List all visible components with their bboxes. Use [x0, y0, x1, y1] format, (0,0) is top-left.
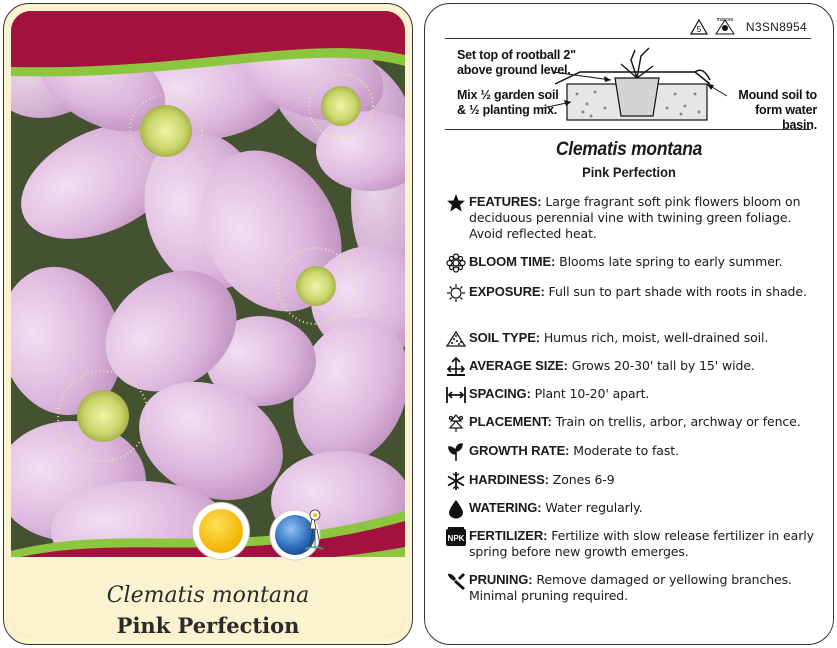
front-tag [3, 3, 413, 645]
feature-label: FERTILIZER: [469, 528, 548, 543]
feature-pruning [445, 572, 817, 604]
svg-text:NPK: NPK [447, 534, 465, 543]
recycle-number: 5 [696, 25, 702, 34]
feature-text: Grows 20-30' tall by 15' wide. [571, 358, 755, 373]
feature-growth-rate [445, 443, 817, 462]
feature-features [445, 194, 817, 242]
front-subtitle: Pink Perfection [116, 613, 300, 637]
back-tag [424, 3, 834, 645]
flower-icon [445, 253, 469, 273]
feature-text: Large fragrant soft pink flowers bloom on deciduous perennial vine with twining green foliage. Avoid reflected heat. [469, 194, 801, 241]
feature-text: Train on trellis, arbor, archway or fence. [555, 414, 801, 429]
sun-outline-icon [445, 283, 469, 303]
feature-label: SOIL TYPE: [469, 330, 540, 345]
feature-placement [445, 414, 817, 433]
recycle-icon [690, 19, 708, 35]
star-icon [445, 193, 469, 213]
placement-icon [445, 413, 469, 433]
feature-text: Fertilize with slow release fertilizer in early spring before new growth emerges. [469, 528, 814, 559]
feature-label: PLACEMENT: [469, 414, 552, 429]
front-title: Clematis montana [106, 583, 310, 608]
pruner-icon [445, 571, 469, 591]
back-subtitle: Pink Perfection [582, 164, 676, 180]
npk-icon [445, 527, 469, 547]
feature-label: PRUNING: [469, 572, 533, 587]
soil-icon [445, 329, 469, 349]
feature-label: SPACING: [469, 386, 531, 401]
feature-exposure [445, 284, 817, 303]
feature-text: Plant 10-20' apart. [534, 386, 650, 401]
feature-label: FEATURES: [469, 194, 542, 209]
feature-text: Full sun to part shade with roots in shade. [548, 284, 807, 299]
water-icon [269, 507, 329, 563]
feature-text: Zones 6-9 [552, 472, 615, 487]
feature-text: Humus rich, moist, well-drained soil. [543, 330, 769, 345]
snowflake-icon [445, 471, 469, 491]
feature-hardiness [445, 472, 817, 491]
product-code: N3SN8954 [745, 20, 807, 34]
growth-icon [445, 442, 469, 462]
macore-label: macore [716, 18, 734, 23]
feature-watering [445, 500, 817, 519]
feature-label: EXPOSURE: [469, 284, 545, 299]
code-row [690, 18, 807, 36]
planting-diagram [445, 42, 817, 132]
feature-spacing [445, 386, 817, 405]
feature-text: Remove damaged or yellowing branches. Minimal pruning required. [469, 572, 792, 603]
feature-label: AVERAGE SIZE: [469, 358, 568, 373]
feature-text: Water regularly. [545, 500, 643, 515]
feature-label: GROWTH RATE: [469, 443, 570, 458]
mound-label: Mound soil to form water basin. [738, 88, 817, 132]
top-wave-band [11, 11, 405, 121]
feature-label: HARDINESS: [469, 472, 549, 487]
back-title: Clematis montana [555, 139, 703, 160]
front-tag-inner [11, 11, 405, 637]
feature-label: BLOOM TIME: [469, 254, 556, 269]
feature-average-size [445, 358, 817, 377]
top-divider [445, 38, 811, 39]
middle-divider [445, 129, 811, 130]
feature-fertilizer [445, 528, 817, 560]
macore-logo-icon [714, 18, 736, 36]
soil-mix-label: Mix ½ garden soil & ½ planting mix. [457, 88, 559, 117]
feature-text: Moderate to fast. [573, 443, 679, 458]
water-drop-icon [445, 499, 469, 519]
sun-icon [193, 503, 249, 559]
size-icon [445, 357, 469, 377]
rootball-label: Set top of rootball 2" above ground level. [457, 48, 576, 77]
feature-label: WATERING: [469, 500, 542, 515]
feature-text: Blooms late spring to early summer. [559, 254, 783, 269]
feature-soil-type [445, 330, 817, 349]
feature-bloom-time [445, 254, 817, 273]
spacing-icon [445, 385, 469, 405]
